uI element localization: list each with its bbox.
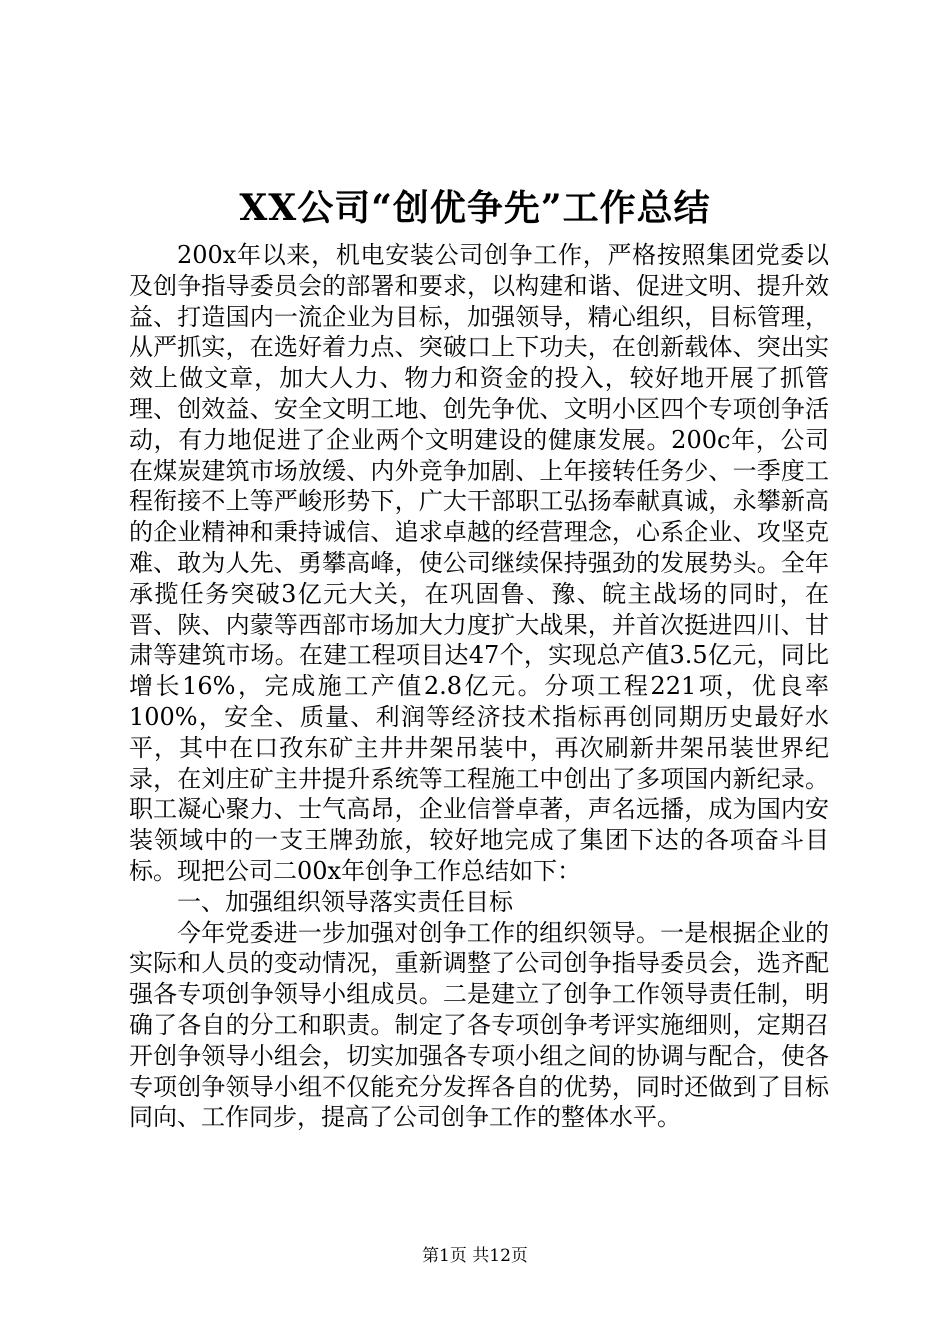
section-heading-1: 一、加强组织领导落实责任目标 bbox=[177, 887, 513, 916]
paragraph-section-1: 今年党委进一步加强对创争工作的组织领导。一是根据企业的实际和人员的变动情况，重新调整了公司创争指导委员会，选齐配强各专项创争领导小组成员。二是建立了创争工作领导责任制，明确了各自的分工和职责。制定了各专项创争考评实施细则，定期召开创争领导小组会，切实加强各专项小组之间的协调与配合，使各专项创争领导小组不仅能充分发挥各自的优势，同时还做到了目标同向、工作同步，提高了公司创争工作的整体水平。 bbox=[129, 918, 829, 1132]
page-number-footer: 第1页 共12页 bbox=[422, 1246, 528, 1266]
paragraph-intro: 200x年以来，机电安装公司创争工作，严格按照集团党委以及创争指导委员会的部署和要求，以构建和谐、促进文明、提升效益、打造国内一流企业为目标，加强领导，精心组织，目标管理，从严抓实，在选好着力点、突破口上下功夫，在创新载体、突出实效上做文章，加大人力、物力和资金的投入，较好地开展了抓管理、创效益、安全文明工地、创先争优、文明小区四个专项创争活动，有力地促进了企业两个文明建设的健康发展。200c年，公司在煤炭建筑市场放缓、内外竞争加剧、上年接转任务少、一季度工程衔接不上等严峻形势下，广大干部职工弘扬奉献真诚，永攀新高的企业精神和秉持诚信、追求卓越的经营理念，心系企业、攻坚克难、敢为人先、勇攀高峰，使公司继续保持强劲的发展势头。全年承揽任务突破3亿元大关，在巩固鲁、豫、皖主战场的同时，在晋、陕、内蒙等西部市场加大力度扩大战果，并首次挺进四川、甘肃等建筑市场。在建工程项目达47个，实现总产值3.5亿元，同比增长16%，完成施工产值2.8亿元。分项工程221项，优良率100%，安全、质量、利润等经济技术指标再创同期历史最好水平，其中在口孜东矿主井井架吊装中，再次刷新井架吊装世界纪录，在刘庄矿主井提升系统等工程施工中创出了多项国内新纪录。职工凝心聚力、士气高昂，企业信誉卓著，声名远播，成为国内安装领域中的一支王牌劲旅，较好地完成了集团下达的各项奋斗目标。现把公司二00x年创争工作总结如下： bbox=[129, 241, 829, 885]
document-body bbox=[129, 240, 829, 1133]
document-title: XX公司“创优争先”工作总结 bbox=[239, 187, 711, 229]
